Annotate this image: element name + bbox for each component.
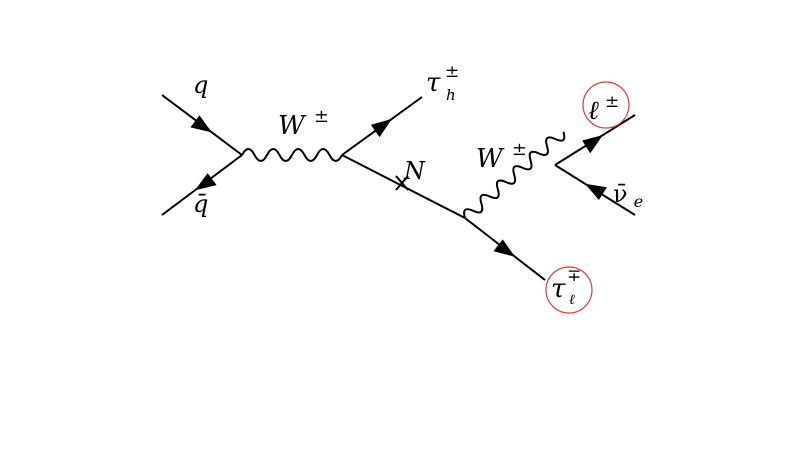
tau-hadronic-symbol: τ <box>426 68 441 98</box>
tau-hadronic-arrow <box>371 119 392 137</box>
tau-hadronic-charge: ± <box>445 62 460 82</box>
lepton-symbol: ℓ <box>588 96 599 126</box>
tau-leptonic-charge: ∓ <box>567 266 582 286</box>
w-boson-2-symbol: W <box>476 144 503 174</box>
lepton-arrow <box>582 135 603 153</box>
w-boson-2-label <box>476 139 527 174</box>
tau-leptonic-subscript: ℓ <box>569 292 575 308</box>
tau-hadronic-subscript: h <box>446 86 456 104</box>
antineutrino-subscript: e <box>633 192 644 211</box>
antiquark-label: q̄ <box>193 190 209 218</box>
neutrino-N-label: N <box>404 157 425 185</box>
w-boson-2-charge: ± <box>511 139 527 160</box>
lepton-charge: ± <box>604 92 620 112</box>
lepton-label <box>588 92 619 126</box>
antineutrino-label <box>613 180 643 211</box>
tau-hadronic-label <box>426 62 464 104</box>
w-boson-1-charge: ± <box>313 106 329 127</box>
tau-leptonic-label <box>551 266 586 308</box>
w-boson-1-label <box>278 106 329 141</box>
antineutrino-symbol: ν̄ <box>613 180 628 208</box>
quark-label: q <box>193 71 209 99</box>
w-boson-1-symbol: W <box>278 111 305 141</box>
antineutrino-arrow <box>585 184 607 200</box>
w-boson-1-propagator <box>242 149 342 161</box>
tau-leptonic-symbol: τ <box>551 274 566 304</box>
